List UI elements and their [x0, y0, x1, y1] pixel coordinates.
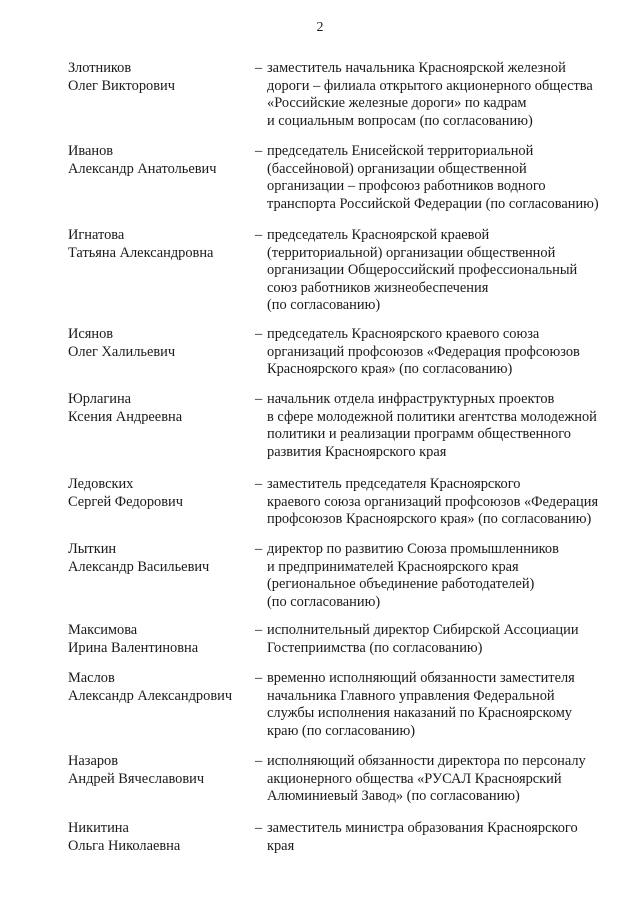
member-name — [68, 227, 253, 262]
member-role — [267, 227, 617, 315]
member-role-line: (региональное объединение работодателей) — [267, 576, 535, 592]
member-role-line: временно исполняющий обязанности заместителя — [267, 670, 575, 686]
member-role-line: «Российские железные дороги» по кадрам — [267, 95, 527, 111]
member-role — [267, 541, 617, 611]
member-role-line: (по согласованию) — [267, 297, 381, 313]
member-surname: Ледовских — [68, 476, 134, 492]
member-given-names: Сергей Федорович — [68, 493, 183, 510]
member-role-line: дороги – филиала открытого акционерного общества — [267, 77, 593, 94]
member-role-line: исполняющий обязанности директора по персоналу — [267, 753, 586, 769]
member-surname: Назаров — [68, 753, 119, 769]
member-role-line: Гостеприимства (по согласованию) — [267, 639, 483, 656]
member-surname: Злотников — [68, 60, 132, 76]
member-role-line: председатель Красноярской краевой — [267, 227, 490, 243]
member-role-line: акционерного общества «РУСАЛ Красноярский — [267, 770, 562, 787]
member-surname: Исянов — [68, 326, 114, 342]
member-surname: Никитина — [68, 820, 129, 836]
dash-separator: – — [255, 820, 263, 836]
member-role-line: краю (по согласованию) — [267, 722, 416, 739]
dash-separator: – — [255, 391, 263, 407]
member-role — [267, 753, 617, 806]
member-given-names: Татьяна Александровна — [68, 244, 214, 261]
member-role-line: политики и реализации программ общественного — [267, 426, 571, 442]
member-role-line: профсоюзов Красноярского края» (по согласованию) — [267, 511, 592, 527]
member-role-line: заместитель начальника Красноярской железной — [267, 60, 566, 76]
member-role — [267, 391, 617, 461]
member-surname: Маслов — [68, 670, 115, 686]
member-role — [267, 670, 617, 740]
member-role-line: начальника Главного управления Федеральной — [267, 687, 555, 704]
member-given-names: Александр Анатольевич — [68, 160, 217, 177]
member-given-names: Александр Александрович — [68, 687, 233, 704]
member-given-names: Ксения Андреевна — [68, 408, 183, 425]
member-role — [267, 326, 617, 379]
member-role-line: Красноярского края» (по согласованию) — [267, 361, 513, 377]
member-role-line: Алюминиевый Завод» (по согласованию) — [267, 788, 520, 804]
member-role-line: (бассейновой) организации общественной — [267, 160, 527, 177]
member-role-line: и социальным вопросам (по согласованию) — [267, 112, 533, 129]
dash-separator: – — [255, 143, 263, 159]
dash-separator: – — [255, 541, 263, 557]
member-role-line: начальник отдела инфраструктурных проектов — [267, 391, 555, 407]
member-name — [68, 541, 253, 576]
member-role-line: и предпринимателей Красноярского края — [267, 558, 519, 575]
dash-separator: – — [255, 753, 263, 769]
member-surname: Юрлагина — [68, 391, 132, 407]
member-name — [68, 753, 253, 788]
member-role-line: организации – профсоюз работников водного — [267, 178, 546, 194]
member-surname: Игнатова — [68, 227, 125, 243]
member-name — [68, 820, 253, 855]
member-given-names: Олег Халильевич — [68, 343, 176, 360]
member-role-line: председатель Енисейской территориальной — [267, 143, 534, 159]
member-role-line: союз работников жизнеобеспечения — [267, 279, 489, 296]
member-role-line: директор по развитию Союза промышленников — [267, 541, 559, 557]
member-role — [267, 820, 617, 855]
page-number: 2 — [316, 20, 324, 35]
member-given-names: Олег Викторович — [68, 77, 175, 94]
member-name — [68, 622, 253, 657]
dash-separator: – — [255, 227, 263, 243]
member-name — [68, 391, 253, 426]
member-role-line: края — [267, 837, 295, 854]
dash-separator: – — [255, 670, 263, 686]
member-name — [68, 476, 253, 511]
member-role-line: исполнительный директор Сибирской Ассоциации — [267, 622, 579, 638]
member-role — [267, 60, 617, 130]
dash-separator: – — [255, 326, 263, 342]
member-role-line: краевого союза организаций профсоюзов «Федерация — [267, 493, 599, 510]
member-surname: Лыткин — [68, 541, 117, 557]
dash-separator: – — [255, 622, 263, 638]
member-role-line: службы исполнения наказаний по Красноярскому — [267, 705, 572, 721]
member-name — [68, 326, 253, 361]
member-role-line: организаций профсоюзов «Федерация профсоюзов — [267, 343, 580, 360]
member-given-names: Андрей Вячеславович — [68, 770, 205, 787]
member-role — [267, 143, 617, 213]
member-name — [68, 143, 253, 178]
member-role-line: развития Красноярского края — [267, 443, 447, 460]
member-role-line: в сфере молодежной политики агентства молодежной — [267, 408, 597, 425]
member-role-line: организации Общероссийский профессиональный — [267, 262, 578, 278]
member-role-line: транспорта Российской Федерации (по согласованию) — [267, 195, 599, 212]
member-role — [267, 622, 617, 657]
member-given-names: Александр Васильевич — [68, 558, 210, 575]
member-name — [68, 60, 253, 95]
dash-separator: – — [255, 60, 263, 76]
member-name — [68, 670, 253, 705]
member-given-names: Ирина Валентиновна — [68, 639, 199, 656]
member-role — [267, 476, 617, 529]
member-role-line: заместитель председателя Красноярского — [267, 476, 521, 492]
member-surname: Иванов — [68, 143, 114, 159]
member-role-line: (по согласованию) — [267, 593, 381, 610]
member-role-line: (территориальной) организации общественной — [267, 244, 556, 261]
member-surname: Максимова — [68, 622, 138, 638]
member-role-line: председатель Красноярского краевого союза — [267, 326, 540, 342]
member-given-names: Ольга Николаевна — [68, 837, 181, 854]
dash-separator: – — [255, 476, 263, 492]
member-role-line: заместитель министра образования Красноярского — [267, 820, 578, 836]
